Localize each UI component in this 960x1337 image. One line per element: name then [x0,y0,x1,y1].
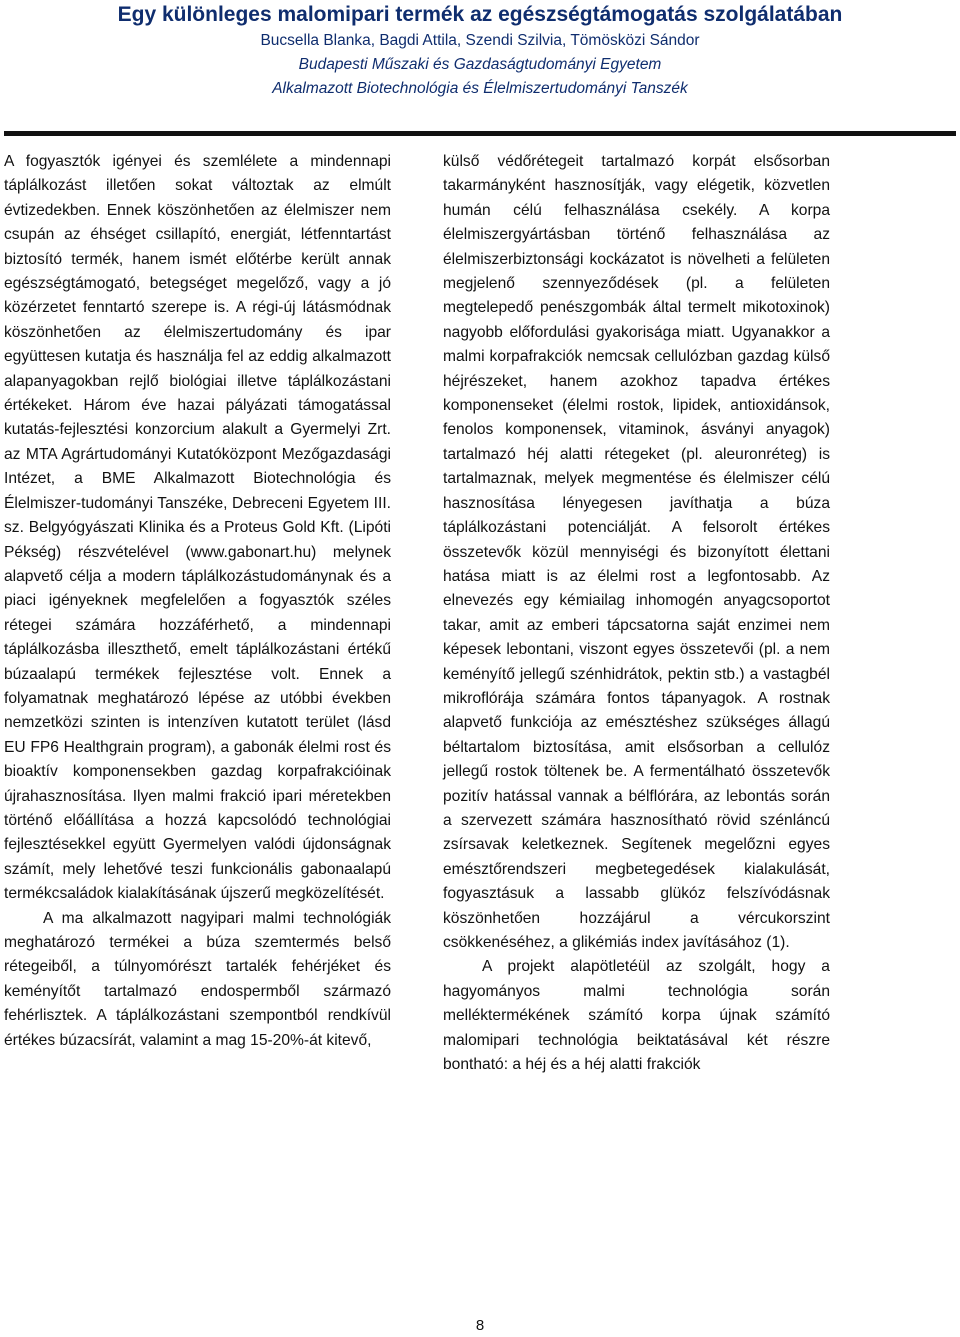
affiliation-institution: Budapesti Műszaki és Gazdaságtudományi Egyetem [298,56,662,73]
left-paragraph-1: A fogyasztók igényei és szemlélete a mindennapi táplálkozást illetően sokat változtak az elmúlt évtizedekben. Ennek köszönhetően az élelmiszer nem csupán az éhséget csillapító, energiát, létfenntartást biztosító termék, hanem ismét előtérbe került annak egészségtámogató, betegséget megelőző, vagy a jó közérzetet fenntartó szerepe is. A régi-új látásmódnak köszönhetően az élelmiszertudomány és ipar együttesen kutatja és használja fel az eddig alkalmazott alapanyagokban rejlő biológiai illetve táplálkozástani értékeket. Három éve hazai pályázati támogatással kutatás-fejlesztési konzorcium alakult a Gyermelyi Zrt. az MTA Agrártudományi Kutatóközpont Mezőgazdasági Intézet, a BME Alkalmazott Biotechnológia és Élelmiszer-tudományi Tanszéke, Debreceni Egyetem III. sz. Belgyógyászati Klinika és a Proteus Gold Kft. (Lipóti Pékség) részvételével (www.gabonart.hu) melynek alapvető célja a modern táplálkozástudománynak és a piaci igényeknek megfelelően a fogyasztók széles rétegei számára hozzáférhető, a mindennapi táplálkozásba illeszthető, emelt táplálkozástani értékű búzaalapú termékek fejlesztése volt. Ennek a folyamatnak meghatározó lépése az utóbbi években nemzetközi szinten is intenzíven kutatott terület (lásd EU FP6 Healthgrain program), a gabonák élelmi rost és bioaktív komponensekben gazdag korpafrakcióinak újrahasznosítása. Ilyen malmi frakció ipari méretekben történő előállítása a hozzá kapcsolódó technológiai fejlesztésekkel együtt Gyermelyen valódi újdonságnak számít, mely lehetővé teszi funkcionális gabonaalapú termékcsaládok kialakításának újszerű megközelítését. [4,153,391,903]
page-number: 8 [475,1317,485,1334]
left-column [4,150,391,1053]
header-divider [4,131,956,136]
article-title: Egy különleges malomipari termék az egészségtámogatás szolgálatában [117,3,843,26]
right-paragraph-1: külső védőrétegeit tartalmazó korpát elsősorban takarmányként hasznosítják, vagy elégetik, közvetlen humán célú felhasználása csekély. A korpa élelmiszergyártásban történő felhasználása az élelmiszerbiztonsági kockázatot is növelheti a felületen megjelenő szennyeződések (pl. a felületen megtelepedő penészgombák által termelt mikotoxinok) nagyobb előfordulási gyakorisága miatt. Ugyanakkor a malmi korpafrakciók nemcsak cellulózban gazdag külső héjrészeket, hanem azokhoz tapadva értékes komponenseket (élelmi rostok, lipidek, antioxidánsok, fenolos komponensek, vitaminok, ásványi anyagok) tartalmazó héj alatti rétegeket (pl. aleuronréteg) is tartalmaznak, melyek megmentése és élelmiszer célú hasznosítása lényegesen javíthatja a búza táplálkozástani potenciálját. A felsorolt értékes összetevők közül mennyiségi és bizonyított élettani hatása miatt is az élelmi rost a legfontosabb. Az elnevezés egy kémiailag inhomogén anyagcsoportot takar, amit az emberi tápcsatorna saját enzimei nem képesek lebontani, viszont egyes összetevői (pl. a nem keményítő jellegű szénhidrátok, pektin stb.) a vastagbél mikroflórája számára fontos tápanyagok. A rostnak alapvető funkciója az emésztéshez szükséges állagú béltartalom biztosítása, amit elsősorban a cellulóz jellegű rostok töltenek be. A fermentálható összetevők pozitív hatással vannak a bélflórára, az lebontás során a szervezett számára hasznosítható rövid szénláncú zsírsavak keletkeznek. Segítenek megelőzni egyes emésztőrendszeri megbetegedések kialakulását, fogyasztásuk a lassabb glükóz felszívódásnak köszönhetően hozzájárul a vércukorszint csökkenéséhez, a glikémiás index javításához (1). [443,153,830,951]
left-paragraph-2: A ma alkalmazott nagyipari malmi technológiák meghatározó termékei a búza szemtermés belső rétegeiből, a túlnyomórészt tartalék fehérjéket és keményítőt tartalmazó endospermből származó fehérlisztek. A táplálkozástani szempontból rendkívül értékes búzacsírát, valamint a mag 15-20%-át kitevő, [4,909,391,1049]
right-paragraph-2: A projekt alapötletéül az szolgált, hogy a hagyományos malmi technológia során melléktermékének számító korpa újnak számító malomipari technológia beiktatásával két részre bontható: a héj és a héj alatti frakciók [443,958,830,1074]
right-column [443,150,830,1077]
affiliation-department: Alkalmazott Biotechnológia és Élelmiszertudományi Tanszék [272,80,688,97]
author-list: Bucsella Blanka, Bagdi Attila, Szendi Szilvia, Tömösközi Sándor [260,32,700,49]
